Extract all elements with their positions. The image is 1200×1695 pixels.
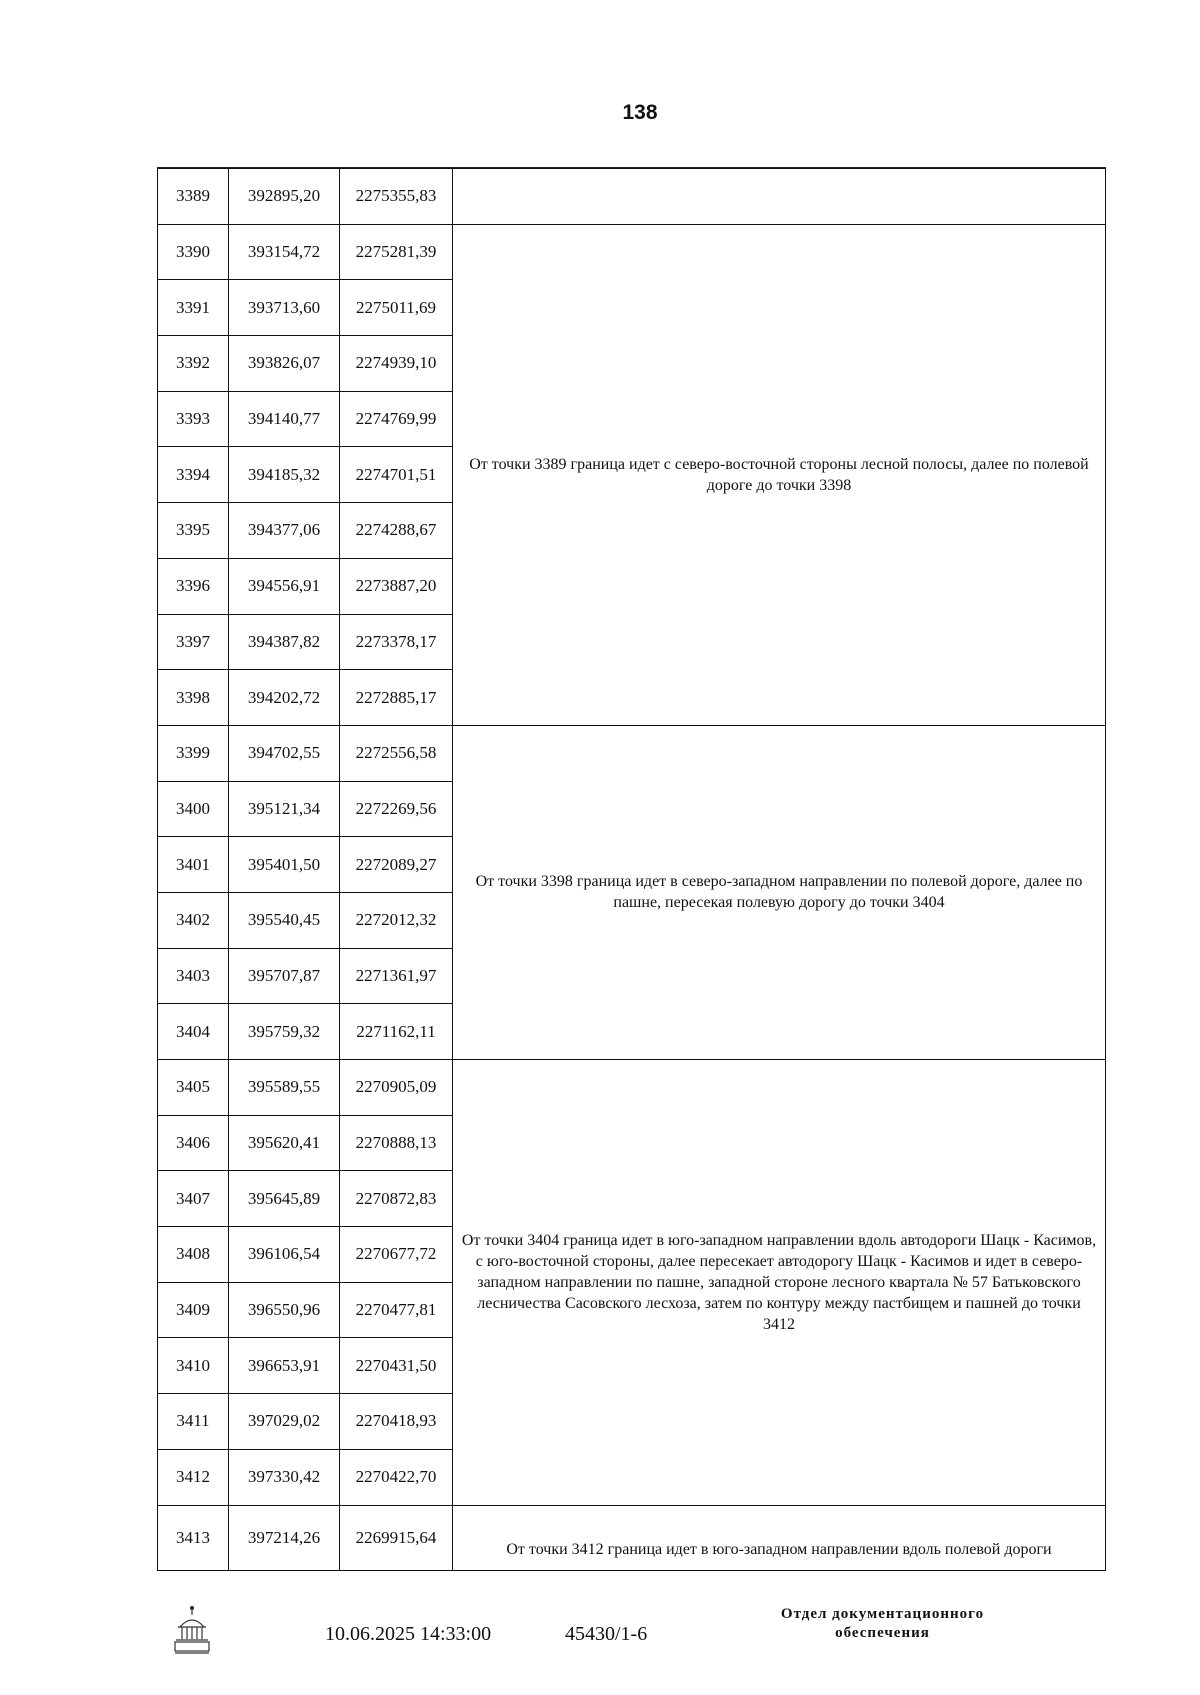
footer-datetime: 10.06.2025 14:33:00 [325, 1623, 492, 1645]
coordinate-x-cell: 395707,87 [229, 948, 340, 1004]
coordinate-x-cell: 394387,82 [229, 614, 340, 670]
point-id-cell: 3412 [158, 1449, 229, 1505]
coordinate-x-cell: 394377,06 [229, 503, 340, 559]
point-id-cell: 3401 [158, 837, 229, 893]
point-id-cell: 3398 [158, 670, 229, 726]
coordinate-x-cell: 395645,89 [229, 1171, 340, 1227]
footer-department [735, 1605, 1030, 1643]
coordinate-x-cell: 393154,72 [229, 224, 340, 280]
point-id-cell: 3410 [158, 1338, 229, 1394]
coordinate-x-cell: 395540,45 [229, 892, 340, 948]
coordinate-y-cell: 2274701,51 [340, 447, 453, 503]
point-id-cell: 3409 [158, 1282, 229, 1338]
coordinate-x-cell: 396550,96 [229, 1282, 340, 1338]
point-id-cell: 3404 [158, 1004, 229, 1060]
coordinate-y-cell: 2270677,72 [340, 1227, 453, 1283]
boundary-description-cell: От точки 3389 граница идет с северо-восточной стороны лесной полосы, далее по полевой дороге до точки 3398 [453, 224, 1106, 725]
coordinate-y-cell: 2272012,32 [340, 892, 453, 948]
coordinate-x-cell: 395589,55 [229, 1060, 340, 1116]
coordinate-y-cell: 2275355,83 [340, 169, 453, 225]
coordinate-y-cell: 2272556,58 [340, 725, 453, 781]
point-id-cell: 3393 [158, 391, 229, 447]
coordinate-x-cell: 395759,32 [229, 1004, 340, 1060]
coordinate-x-cell: 397330,42 [229, 1449, 340, 1505]
coordinate-y-cell: 2270418,93 [340, 1394, 453, 1450]
coordinate-y-cell: 2271162,11 [340, 1004, 453, 1060]
coordinates-table-body [158, 169, 1106, 1571]
point-id-cell: 3400 [158, 781, 229, 837]
coordinate-y-cell: 2271361,97 [340, 948, 453, 1004]
coordinate-x-cell: 396106,54 [229, 1227, 340, 1283]
coordinate-x-cell: 395620,41 [229, 1115, 340, 1171]
coordinate-y-cell: 2274769,99 [340, 391, 453, 447]
coordinate-x-cell: 394702,55 [229, 725, 340, 781]
coordinate-x-cell: 396653,91 [229, 1338, 340, 1394]
coordinate-y-cell: 2270905,09 [340, 1060, 453, 1116]
coordinate-x-cell: 395121,34 [229, 781, 340, 837]
point-id-cell: 3397 [158, 614, 229, 670]
coordinate-y-cell: 2270477,81 [340, 1282, 453, 1338]
duma-logo-icon [172, 1605, 212, 1655]
coordinate-y-cell: 2274288,67 [340, 503, 453, 559]
point-id-cell: 3408 [158, 1227, 229, 1283]
table-row [158, 1060, 1106, 1116]
coordinate-x-cell: 394140,77 [229, 391, 340, 447]
coordinate-y-cell: 2272269,56 [340, 781, 453, 837]
coordinate-y-cell: 2270888,13 [340, 1115, 453, 1171]
coordinates-table-wrap [157, 167, 1106, 1571]
boundary-description-cell [453, 169, 1106, 225]
coordinate-y-cell: 2269915,64 [340, 1505, 453, 1571]
point-id-cell: 3394 [158, 447, 229, 503]
boundary-description-cell: От точки 3404 граница идет в юго-западном направлении вдоль автодороги Шацк - Касимов, с юго-восточной стороны, далее пересекает автодорогу Шацк - Касимов и идет в северо-западном направлении по пашне, западной стороне лесного квартала № 57 Батьковского лесничества Сасовского лесхоза, затем по контуру между пастбищем и пашней до точки 3412 [453, 1060, 1106, 1506]
table-row [158, 224, 1106, 280]
point-id-cell: 3406 [158, 1115, 229, 1171]
coordinate-x-cell: 392895,20 [229, 169, 340, 225]
point-id-cell: 3403 [158, 948, 229, 1004]
coordinate-x-cell: 394202,72 [229, 670, 340, 726]
point-id-cell: 3395 [158, 503, 229, 559]
coordinates-table [157, 168, 1106, 1571]
coordinate-y-cell: 2273887,20 [340, 558, 453, 614]
coordinate-y-cell: 2270422,70 [340, 1449, 453, 1505]
coordinate-x-cell: 397029,02 [229, 1394, 340, 1450]
page-number: 138 [622, 101, 658, 124]
point-id-cell: 3391 [158, 280, 229, 336]
boundary-description-cell: От точки 3412 граница идет в юго-западном направлении вдоль полевой дороги [453, 1505, 1106, 1571]
coordinate-y-cell: 2275281,39 [340, 224, 453, 280]
point-id-cell: 3392 [158, 336, 229, 392]
point-id-cell: 3413 [158, 1505, 229, 1571]
point-id-cell: 3390 [158, 224, 229, 280]
coordinate-y-cell: 2274939,10 [340, 336, 453, 392]
coordinate-y-cell: 2275011,69 [340, 280, 453, 336]
coordinate-x-cell: 394185,32 [229, 447, 340, 503]
footer-document-number: 45430/1-6 [565, 1623, 648, 1645]
point-id-cell: 3405 [158, 1060, 229, 1116]
coordinate-x-cell: 395401,50 [229, 837, 340, 893]
coordinate-x-cell: 393713,60 [229, 280, 340, 336]
table-row [158, 169, 1106, 225]
coordinate-x-cell: 397214,26 [229, 1505, 340, 1571]
footer-department-line2: обеспечения [835, 1625, 930, 1641]
coordinate-y-cell: 2270431,50 [340, 1338, 453, 1394]
coordinate-y-cell: 2272885,17 [340, 670, 453, 726]
point-id-cell: 3389 [158, 169, 229, 225]
boundary-description-cell: От точки 3398 граница идет в северо-западном направлении по полевой дороге, далее по пашне, пересекая полевую дорогу до точки 3404 [453, 725, 1106, 1059]
coordinate-x-cell: 393826,07 [229, 336, 340, 392]
point-id-cell: 3399 [158, 725, 229, 781]
table-row [158, 725, 1106, 781]
footer-department-line1: Отдел документационного [780, 1606, 985, 1622]
point-id-cell: 3411 [158, 1394, 229, 1450]
table-row [158, 1505, 1106, 1571]
coordinate-x-cell: 394556,91 [229, 558, 340, 614]
point-id-cell: 3402 [158, 892, 229, 948]
coordinate-y-cell: 2270872,83 [340, 1171, 453, 1227]
point-id-cell: 3396 [158, 558, 229, 614]
point-id-cell: 3407 [158, 1171, 229, 1227]
coordinate-y-cell: 2273378,17 [340, 614, 453, 670]
coordinate-y-cell: 2272089,27 [340, 837, 453, 893]
